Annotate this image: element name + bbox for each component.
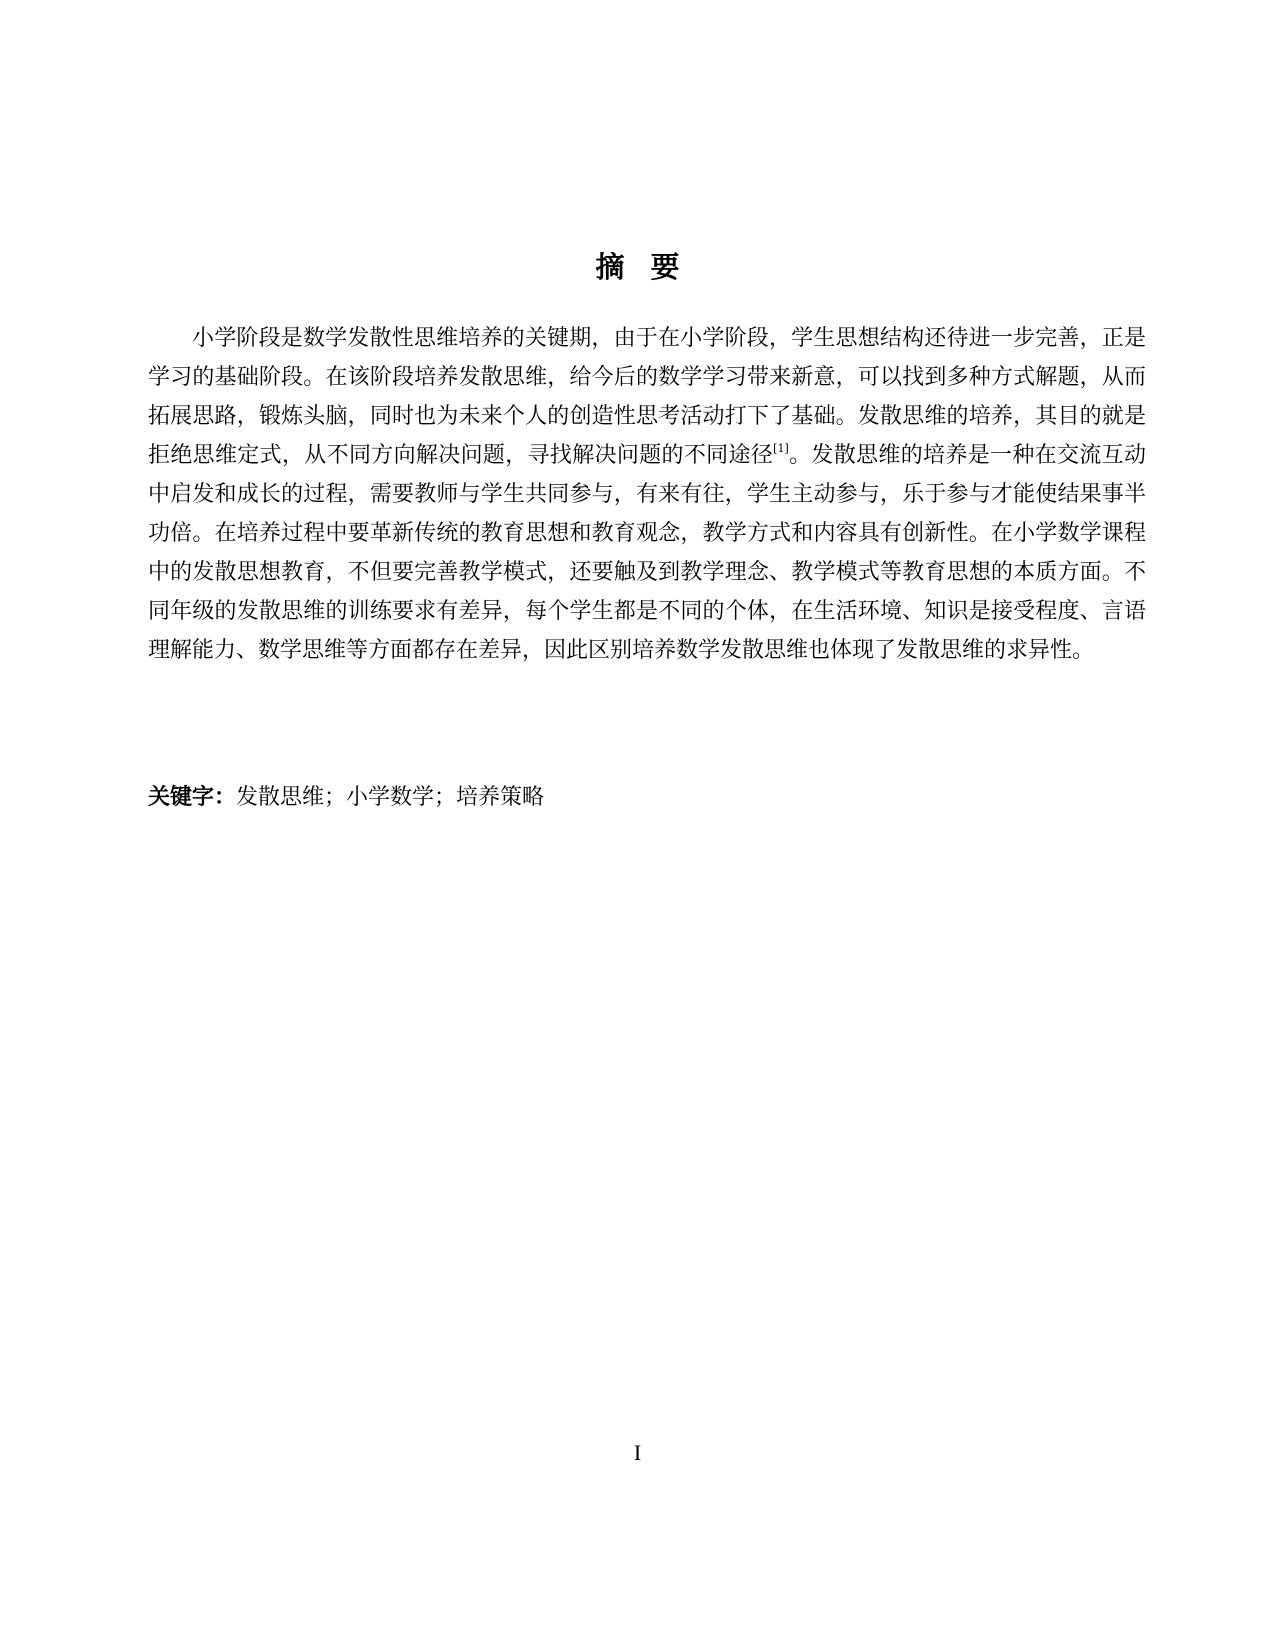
abstract-paragraph <box>148 319 1146 670</box>
abstract-text-part1: 小学阶段是数学发散性思维培养的关键期，由于在小学阶段，学生思想结构还待进一步完善，正是学习的基础阶段。在该阶段培养发散思维，给今后的数学学习带来新意，可以找到多种方式解题，从而拓展思路，锻炼头脑，同时也为未来个人的创造性思考活动打下了基础。发散思维的培养，其目的就是拒绝思维定式，从不同方向解决问题，寻找解决问题的不同途径 <box>148 326 1146 468</box>
abstract-text-part2: 。发散思维的培养是一种在交流互动中启发和成长的过程，需要教师与学生共同参与，有来有往，学生主动参与，乐于参与才能使结果事半功倍。在培养过程中要革新传统的教育思想和教育观念，教学方式和内容具有创新性。在小学数学课程中的发散思想教育，不但要完善教学模式，还要触及到教学理念、教学模式等教育思想的本质方面。不同年级的发散思维的训练要求有差异，每个学生都是不同的个体，在生活环境、知识是接受程度、言语理解能力、数学思维等方面都存在差异，因此区别培养数学发散思维也体现了发散思维的求异性。 <box>148 443 1146 663</box>
citation-reference[interactable]: [1] <box>773 442 789 455</box>
page-title: 摘要 <box>595 250 706 285</box>
keywords-label: 关键字： <box>148 785 237 810</box>
page-number: I <box>633 1440 642 1465</box>
keywords-value: 发散思维；小学数学；培养策略 <box>236 785 545 810</box>
keywords-line <box>148 778 1146 817</box>
